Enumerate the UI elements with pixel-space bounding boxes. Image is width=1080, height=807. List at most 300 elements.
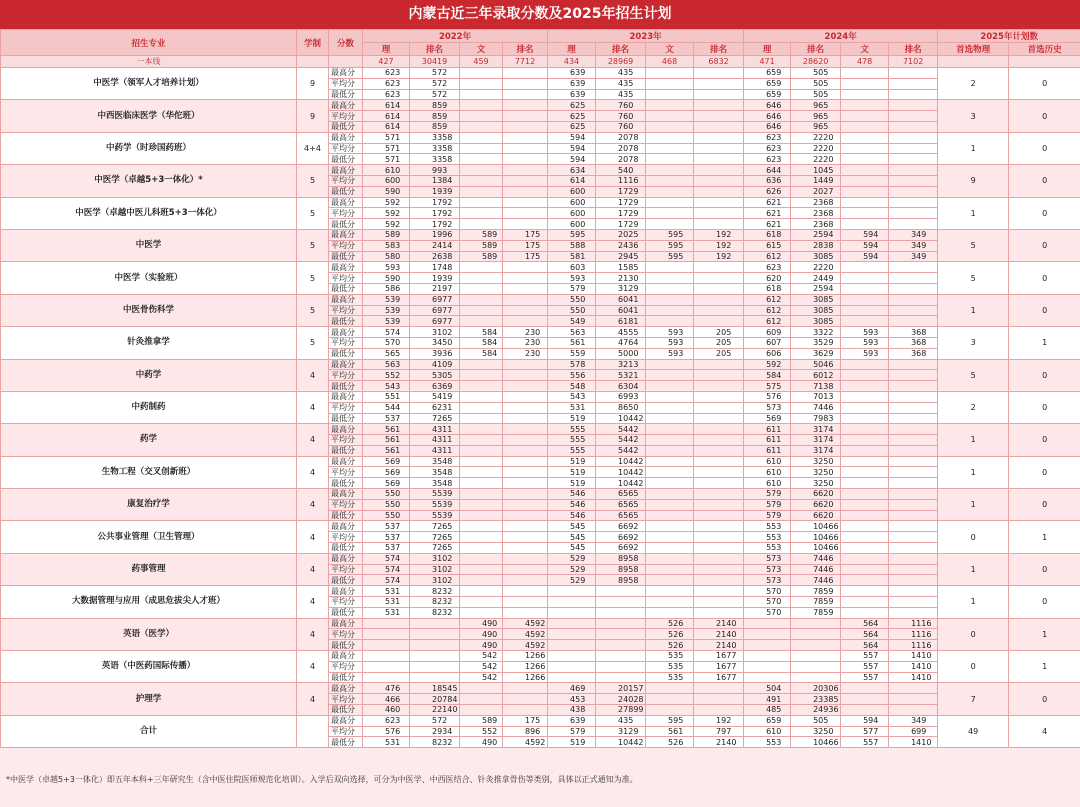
score-cell: 611 — [744, 435, 791, 446]
score-cell — [503, 402, 548, 413]
score-cell: 579 — [744, 499, 791, 510]
score-cell: 576 — [744, 391, 791, 402]
score-cell — [841, 100, 889, 111]
score-cell: 5442 — [596, 424, 646, 435]
score-cell — [889, 586, 938, 597]
score-cell: 3085 — [791, 251, 841, 262]
score-cell: 349 — [889, 240, 938, 251]
score-cell: 531 — [363, 607, 410, 618]
score-cell: 3250 — [791, 456, 841, 467]
table-row — [1, 586, 1080, 597]
stat-label: 平均分 — [329, 629, 363, 640]
score-cell: 614 — [363, 121, 410, 132]
stat-label: 最高分 — [329, 262, 363, 273]
score-cell: 3129 — [596, 726, 646, 737]
score-cell: 4311 — [410, 435, 460, 446]
plan-physics: 2 — [938, 68, 1009, 100]
table-row — [1, 553, 1080, 564]
score-cell: 1449 — [791, 175, 841, 186]
score-cell — [694, 132, 744, 143]
score-cell: 5442 — [596, 435, 646, 446]
score-cell: 571 — [363, 132, 410, 143]
score-cell — [694, 391, 744, 402]
plan-history: 0 — [1009, 229, 1080, 261]
score-cell — [503, 564, 548, 575]
score-cell: 6692 — [596, 532, 646, 543]
score-cell — [841, 175, 889, 186]
score-cell — [694, 359, 744, 370]
plan-history: 1 — [1009, 521, 1080, 553]
score-cell — [744, 661, 791, 672]
score-cell — [503, 435, 548, 446]
score-cell: 8232 — [410, 607, 460, 618]
stat-label: 最高分 — [329, 294, 363, 305]
score-cell — [646, 575, 694, 586]
score-cell: 349 — [889, 229, 938, 240]
score-cell: 699 — [889, 726, 938, 737]
score-cell: 8232 — [410, 737, 460, 748]
header-2024: 2024年 — [744, 30, 938, 43]
score-cell: 526 — [646, 640, 694, 651]
score-cell: 1677 — [694, 651, 744, 662]
score-cell: 646 — [744, 121, 791, 132]
score-cell — [503, 111, 548, 122]
score-cell: 7265 — [410, 543, 460, 554]
score-cell: 8958 — [596, 575, 646, 586]
major-duration: 4 — [297, 651, 329, 683]
score-cell: 760 — [596, 121, 646, 132]
score-cell: 579 — [548, 726, 596, 737]
score-cell: 600 — [548, 197, 596, 208]
score-cell: 10442 — [596, 478, 646, 489]
score-cell: 490 — [460, 737, 503, 748]
score-cell — [841, 597, 889, 608]
score-cell — [694, 586, 744, 597]
stat-label: 最高分 — [329, 359, 363, 370]
score-cell — [694, 154, 744, 165]
score-cell — [460, 219, 503, 230]
score-cell — [646, 165, 694, 176]
score-cell: 572 — [410, 78, 460, 89]
score-cell: 2638 — [410, 251, 460, 262]
score-cell — [841, 683, 889, 694]
score-cell: 2368 — [791, 219, 841, 230]
score-cell: 2078 — [596, 143, 646, 154]
score-cell — [694, 683, 744, 694]
stat-label: 最低分 — [329, 445, 363, 456]
score-cell: 205 — [694, 337, 744, 348]
baseline-label: 一本线 — [1, 56, 297, 68]
score-cell — [410, 651, 460, 662]
score-cell: 505 — [791, 89, 841, 100]
score-cell: 623 — [363, 89, 410, 100]
header-rank-2022b: 排名 — [503, 43, 548, 56]
score-cell: 349 — [889, 251, 938, 262]
score-cell — [694, 165, 744, 176]
score-cell — [460, 478, 503, 489]
score-cell: 438 — [548, 705, 596, 716]
score-cell: 5321 — [596, 370, 646, 381]
score-cell: 10442 — [596, 413, 646, 424]
score-cell — [889, 132, 938, 143]
score-cell — [694, 532, 744, 543]
score-cell — [841, 564, 889, 575]
score-cell — [503, 413, 548, 424]
score-cell — [646, 705, 694, 716]
plan-history: 1 — [1009, 618, 1080, 650]
score-cell — [889, 186, 938, 197]
score-cell: 3358 — [410, 132, 460, 143]
score-cell: 593 — [646, 327, 694, 338]
major-name: 英语（医学） — [1, 618, 297, 650]
score-cell: 2368 — [791, 197, 841, 208]
score-cell — [694, 413, 744, 424]
major-name: 护理学 — [1, 683, 297, 715]
score-cell — [503, 499, 548, 510]
header-wen-2024: 文 — [841, 43, 889, 56]
stat-label: 最高分 — [329, 715, 363, 726]
score-cell: 659 — [744, 78, 791, 89]
score-cell: 537 — [363, 521, 410, 532]
score-cell: 644 — [744, 165, 791, 176]
score-cell: 600 — [548, 219, 596, 230]
score-cell: 572 — [410, 89, 460, 100]
score-cell — [460, 273, 503, 284]
score-cell — [503, 510, 548, 521]
score-cell — [841, 532, 889, 543]
score-cell — [503, 586, 548, 597]
score-cell: 545 — [548, 543, 596, 554]
score-cell: 7859 — [791, 586, 841, 597]
score-cell — [460, 381, 503, 392]
score-cell: 1116 — [889, 629, 938, 640]
stat-label: 最高分 — [329, 456, 363, 467]
stat-label: 最低分 — [329, 251, 363, 262]
score-cell: 579 — [744, 489, 791, 500]
score-cell: 2140 — [694, 737, 744, 748]
major-duration: 9 — [297, 100, 329, 132]
score-cell: 546 — [548, 510, 596, 521]
score-cell: 572 — [410, 715, 460, 726]
stat-label: 平均分 — [329, 694, 363, 705]
score-cell: 561 — [363, 445, 410, 456]
score-cell — [410, 629, 460, 640]
score-cell: 595 — [646, 240, 694, 251]
table-row — [1, 489, 1080, 500]
score-cell: 859 — [410, 111, 460, 122]
score-cell — [460, 402, 503, 413]
score-cell — [694, 381, 744, 392]
score-cell — [460, 283, 503, 294]
score-cell: 476 — [363, 683, 410, 694]
score-cell — [791, 629, 841, 640]
score-cell: 1045 — [791, 165, 841, 176]
stat-label: 最高分 — [329, 683, 363, 694]
score-cell: 564 — [841, 618, 889, 629]
score-cell — [646, 607, 694, 618]
plan-physics: 9 — [938, 165, 1009, 197]
score-cell — [460, 553, 503, 564]
score-cell — [460, 586, 503, 597]
score-cell — [744, 629, 791, 640]
score-cell: 553 — [744, 532, 791, 543]
score-cell: 2197 — [410, 283, 460, 294]
score-cell: 519 — [548, 467, 596, 478]
score-cell — [503, 143, 548, 154]
score-cell: 490 — [460, 629, 503, 640]
stat-label: 最高分 — [329, 651, 363, 662]
score-cell — [694, 121, 744, 132]
admission-table — [0, 29, 1080, 748]
score-cell — [841, 445, 889, 456]
score-cell: 623 — [744, 132, 791, 143]
score-cell: 623 — [363, 68, 410, 79]
score-cell — [889, 402, 938, 413]
score-cell — [694, 370, 744, 381]
score-cell: 574 — [363, 553, 410, 564]
score-cell — [503, 424, 548, 435]
score-cell: 557 — [841, 661, 889, 672]
major-name: 中医学（领军人才培养计划） — [1, 68, 297, 100]
score-cell: 2934 — [410, 726, 460, 737]
major-name: 中药制药 — [1, 391, 297, 423]
score-cell: 192 — [694, 229, 744, 240]
plan-history: 0 — [1009, 68, 1080, 100]
score-cell: 3102 — [410, 553, 460, 564]
header-score: 分数 — [329, 30, 363, 56]
score-cell — [841, 543, 889, 554]
score-cell: 3629 — [791, 348, 841, 359]
score-cell: 1792 — [410, 208, 460, 219]
score-cell — [841, 165, 889, 176]
baseline-value: 478 — [841, 56, 889, 68]
plan-history: 0 — [1009, 424, 1080, 456]
plan-history: 1 — [1009, 651, 1080, 683]
score-cell — [460, 370, 503, 381]
score-cell: 593 — [841, 327, 889, 338]
stat-label: 最低分 — [329, 640, 363, 651]
score-cell: 553 — [744, 737, 791, 748]
header-2022: 2022年 — [363, 30, 548, 43]
stat-label: 最低分 — [329, 478, 363, 489]
score-cell — [460, 575, 503, 586]
score-cell — [503, 489, 548, 500]
score-cell: 580 — [363, 251, 410, 262]
score-cell: 965 — [791, 100, 841, 111]
score-cell: 4592 — [503, 618, 548, 629]
score-cell: 621 — [744, 208, 791, 219]
score-cell: 573 — [744, 553, 791, 564]
baseline-value: 6832 — [694, 56, 744, 68]
score-cell — [694, 489, 744, 500]
score-cell: 557 — [841, 672, 889, 683]
score-cell: 1410 — [889, 672, 938, 683]
score-cell — [503, 575, 548, 586]
score-cell: 570 — [363, 337, 410, 348]
score-cell: 6012 — [791, 370, 841, 381]
score-cell: 612 — [744, 305, 791, 316]
score-cell — [503, 197, 548, 208]
score-cell: 612 — [744, 294, 791, 305]
score-cell: 600 — [548, 208, 596, 219]
score-cell — [460, 543, 503, 554]
score-cell: 230 — [503, 337, 548, 348]
score-cell — [694, 78, 744, 89]
score-cell — [460, 132, 503, 143]
major-duration: 4 — [297, 359, 329, 391]
score-cell: 10466 — [791, 737, 841, 748]
score-cell — [889, 381, 938, 392]
score-cell: 564 — [841, 640, 889, 651]
score-cell: 3102 — [410, 327, 460, 338]
header-first-physics: 首选物理 — [938, 43, 1009, 56]
score-cell — [646, 694, 694, 705]
header-plan: 2025年计划数 — [938, 30, 1080, 43]
major-name: 中医骨伤科学 — [1, 294, 297, 326]
score-cell — [460, 294, 503, 305]
stat-label: 平均分 — [329, 435, 363, 446]
score-cell: 1729 — [596, 186, 646, 197]
score-cell: 542 — [460, 651, 503, 662]
score-cell: 10442 — [596, 737, 646, 748]
score-cell: 555 — [548, 424, 596, 435]
table-row — [1, 651, 1080, 662]
score-cell: 1585 — [596, 262, 646, 273]
score-cell: 584 — [744, 370, 791, 381]
score-cell: 610 — [744, 467, 791, 478]
score-cell — [744, 651, 791, 662]
score-cell — [646, 413, 694, 424]
score-cell: 639 — [548, 78, 596, 89]
score-cell — [694, 305, 744, 316]
major-name: 药学 — [1, 424, 297, 456]
score-cell: 2838 — [791, 240, 841, 251]
plan-physics: 1 — [938, 456, 1009, 488]
score-cell — [596, 672, 646, 683]
score-cell: 571 — [363, 154, 410, 165]
score-cell — [841, 402, 889, 413]
score-cell — [503, 208, 548, 219]
score-cell: 859 — [410, 121, 460, 132]
stat-label: 平均分 — [329, 597, 363, 608]
score-cell: 589 — [460, 240, 503, 251]
score-cell — [460, 705, 503, 716]
major-name: 合计 — [1, 715, 297, 747]
score-cell: 563 — [363, 359, 410, 370]
score-cell: 490 — [460, 640, 503, 651]
score-cell: 797 — [694, 726, 744, 737]
score-cell: 435 — [596, 68, 646, 79]
score-cell: 3250 — [791, 726, 841, 737]
score-cell: 1116 — [889, 640, 938, 651]
score-cell — [460, 391, 503, 402]
score-cell — [889, 521, 938, 532]
score-cell: 577 — [841, 726, 889, 737]
score-cell: 5539 — [410, 489, 460, 500]
table-row — [1, 521, 1080, 532]
score-cell — [694, 705, 744, 716]
score-cell — [889, 499, 938, 510]
stat-label: 平均分 — [329, 240, 363, 251]
score-cell — [889, 391, 938, 402]
score-cell — [841, 575, 889, 586]
score-cell: 7446 — [791, 564, 841, 575]
score-cell — [503, 121, 548, 132]
plan-history: 0 — [1009, 197, 1080, 229]
score-cell — [889, 370, 938, 381]
score-cell — [744, 618, 791, 629]
score-cell — [841, 316, 889, 327]
score-cell — [460, 111, 503, 122]
table-row — [1, 100, 1080, 111]
score-cell: 24936 — [791, 705, 841, 716]
major-name: 英语（中医药国际传播） — [1, 651, 297, 683]
baseline-value: 28969 — [596, 56, 646, 68]
score-cell — [460, 78, 503, 89]
stat-label: 最高分 — [329, 424, 363, 435]
score-cell: 573 — [744, 402, 791, 413]
stat-label: 平均分 — [329, 111, 363, 122]
score-cell — [646, 359, 694, 370]
score-cell: 7983 — [791, 413, 841, 424]
score-cell: 540 — [596, 165, 646, 176]
score-cell: 10442 — [596, 456, 646, 467]
score-cell: 594 — [841, 251, 889, 262]
score-cell — [646, 100, 694, 111]
plan-physics: 0 — [938, 651, 1009, 683]
baseline-value: 459 — [460, 56, 503, 68]
score-cell — [363, 618, 410, 629]
score-cell: 614 — [363, 100, 410, 111]
score-cell: 3529 — [791, 337, 841, 348]
score-cell: 535 — [646, 651, 694, 662]
score-cell: 205 — [694, 327, 744, 338]
score-cell — [363, 672, 410, 683]
score-cell: 7859 — [791, 597, 841, 608]
score-cell: 8958 — [596, 564, 646, 575]
score-cell: 490 — [460, 618, 503, 629]
score-cell: 519 — [548, 478, 596, 489]
score-cell: 6620 — [791, 489, 841, 500]
stat-label: 平均分 — [329, 467, 363, 478]
score-cell — [460, 121, 503, 132]
stat-label: 最低分 — [329, 672, 363, 683]
score-cell — [889, 154, 938, 165]
score-cell: 2594 — [791, 229, 841, 240]
score-cell — [841, 467, 889, 478]
score-cell — [460, 424, 503, 435]
score-cell: 2027 — [791, 186, 841, 197]
score-cell — [503, 467, 548, 478]
score-cell: 548 — [548, 381, 596, 392]
score-cell — [694, 68, 744, 79]
score-cell: 592 — [363, 219, 410, 230]
score-cell — [694, 510, 744, 521]
plan-physics: 3 — [938, 100, 1009, 132]
score-cell: 590 — [363, 186, 410, 197]
score-cell — [460, 68, 503, 79]
score-cell — [841, 132, 889, 143]
plan-history: 0 — [1009, 489, 1080, 521]
score-cell: 23385 — [791, 694, 841, 705]
score-cell — [503, 68, 548, 79]
baseline-value: 28620 — [791, 56, 841, 68]
score-cell — [889, 705, 938, 716]
table-row — [1, 197, 1080, 208]
score-cell — [694, 564, 744, 575]
score-cell: 2140 — [694, 640, 744, 651]
score-cell — [503, 262, 548, 273]
